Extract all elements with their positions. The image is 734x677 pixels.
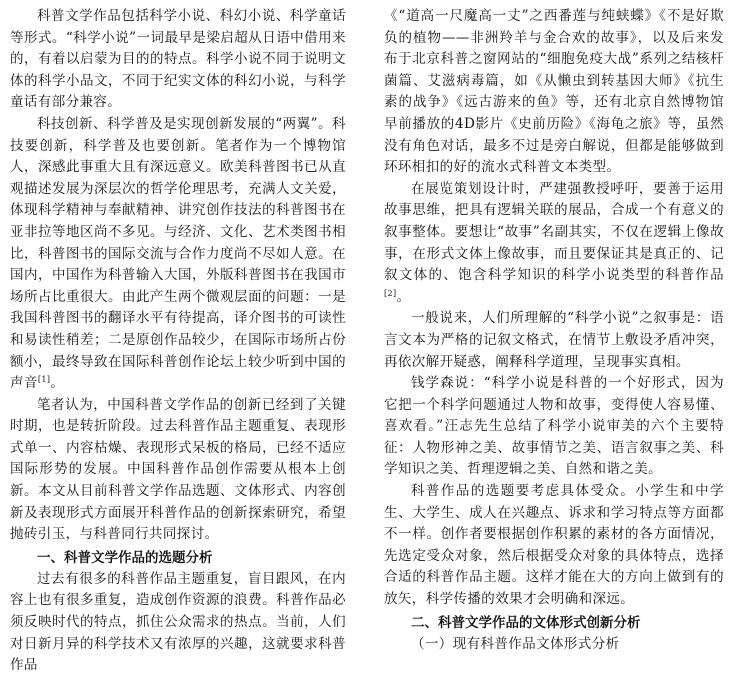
paragraph <box>384 179 724 309</box>
citation-ref: [2] <box>384 288 397 298</box>
section-heading: 一、科普文学作品的选题分析 <box>37 549 213 566</box>
right-column <box>384 6 724 655</box>
section-heading: 二、科普文学作品的文体形式创新分析 <box>411 614 641 631</box>
paragraph: 过去有很多的科普作品主题重复，盲目跟风，在内容上也有很多重复，造成创作资源的浪费。科普作品必须反映时代的特点，抓住公众需求的热点。当前，人们对日新月异的科学技术又有浓厚的兴趣，这就要求科普作品 <box>10 570 346 674</box>
paragraph-end: 。 <box>50 375 65 392</box>
left-column <box>10 6 346 677</box>
paragraph: 科普作品的选题要考虑具体受众。小学生和中学生、大学生、成人在兴趣点、诉求和学习特点等方面都不一样。创作者要根据创作积累的素材的各方面情况，先选定受众对象，然后根据受众对象的具体特点，选择合适的科普作品主题。这样才能在大的方向上做到有的放矢，科学传播的效果才会明确和深远。 <box>384 483 724 608</box>
paragraph <box>10 114 346 395</box>
paragraph-text: 在展览策划设计时，严建强教授呼吁，要善于运用故事思维，把具有逻辑关联的展品，合成一个有意义的叙事整体。要想让“故事”名副其实，不仅在逻辑上像故事，在形式文体上像故事，而且要保证其是真正的、记叙文体的、饱含科学知识的科学小说类型的科普作品 <box>384 180 724 284</box>
sub-heading: （一）现有科普作品文体形式分析 <box>411 635 620 652</box>
citation-ref: [1] <box>37 375 51 385</box>
paragraph: 笔者认为，中国科普文学作品的创新已经到了关键时期，也是转折阶段。过去科普作品主题重复、表现形式单一、内容枯燥、表现形式呆板的格局，已经不适应国际形势的发展。中国科普作品创作需要从根本上创新。本文从目前科普文学作品选题、文体形式、内容创新及表现形式方面展开科普作品的创新探索研究，希望抛砖引玉，与科普同行共同探讨。 <box>10 396 346 543</box>
paragraph-end: 。 <box>396 288 411 305</box>
paragraph: 科普文学作品包括科学小说、科幻小说、科学童话等形式。“科学小说”一词最早是梁启超从日语中借用来的，有着以启蒙为目的的特点。科学小说不同于说明文体的科学小品文，不同于纪实文体的科幻小说，与科学童话有部分兼容。 <box>10 8 346 111</box>
paragraph: 一般说来，人们所理解的“科学小说”之叙事是：语言文本为严格的记叙文格式，在情节上敷设矛盾冲突，再依次解开疑惑，阐释科学道理，呈现事实真相。 <box>384 310 724 370</box>
paragraph: 钱学森说：“科学小说是科普的一个好形式，因为它把一个科学问题通过人物和故事，变得使人容易懂、喜欢看。”汪志先生总结了科学小说审美的六个主要特征：人物形神之美、故事情节之美、语言叙事之美、科学知识之美、哲理逻辑之美、自然和谐之美。 <box>384 375 724 478</box>
paragraph-text: 科技创新、科学普及是实现创新发展的“两翼”。科技要创新，科学普及也要创新。笔者作为一个博物馆人，深感此事重大且有深远意义。欧美科普图书已从直观描述发展为深层次的哲学伦理思考，充满人文关爱，体现科学精神与奉献精神、讲究创作技法的科普图书在亚非拉等地区尚不多见。与经济、文化、艺术类图书相比，科普图书的国际交流与合作力度尚不尽如人意。在国内，中国作为科普输入大国，外版科普图书在我国市场所占比重很大。由此产生两个微观层面的问题：一是我国科普图书的翻译水平有待提高，译介图书的可读性和易读性稍差；二是原创作品较少，在国际市场所占份额小，最终导致在国际科普创作论坛上较少听到中国的声音 <box>10 115 346 392</box>
paragraph: 《“道高一尺魔高一丈”之西番莲与纯蛱蝶》《不是好欺负的植物——非洲羚羊与金合欢的故事》，以及后来发布于北京科普之窗网站的“细胞免疫大战”系列之结核杆菌篇、艾滋病毒篇，如《从懒虫到转基因大师》《抗生素的战争》《远古游来的鱼》等，还有北京自然博物馆早前播放的4D影片《史前历险》《海龟之旅》等，虽然没有角色对话，最多不过是旁白解说，但都是能够做到环环相扣的好的流水式科普文本类型。 <box>384 8 724 176</box>
